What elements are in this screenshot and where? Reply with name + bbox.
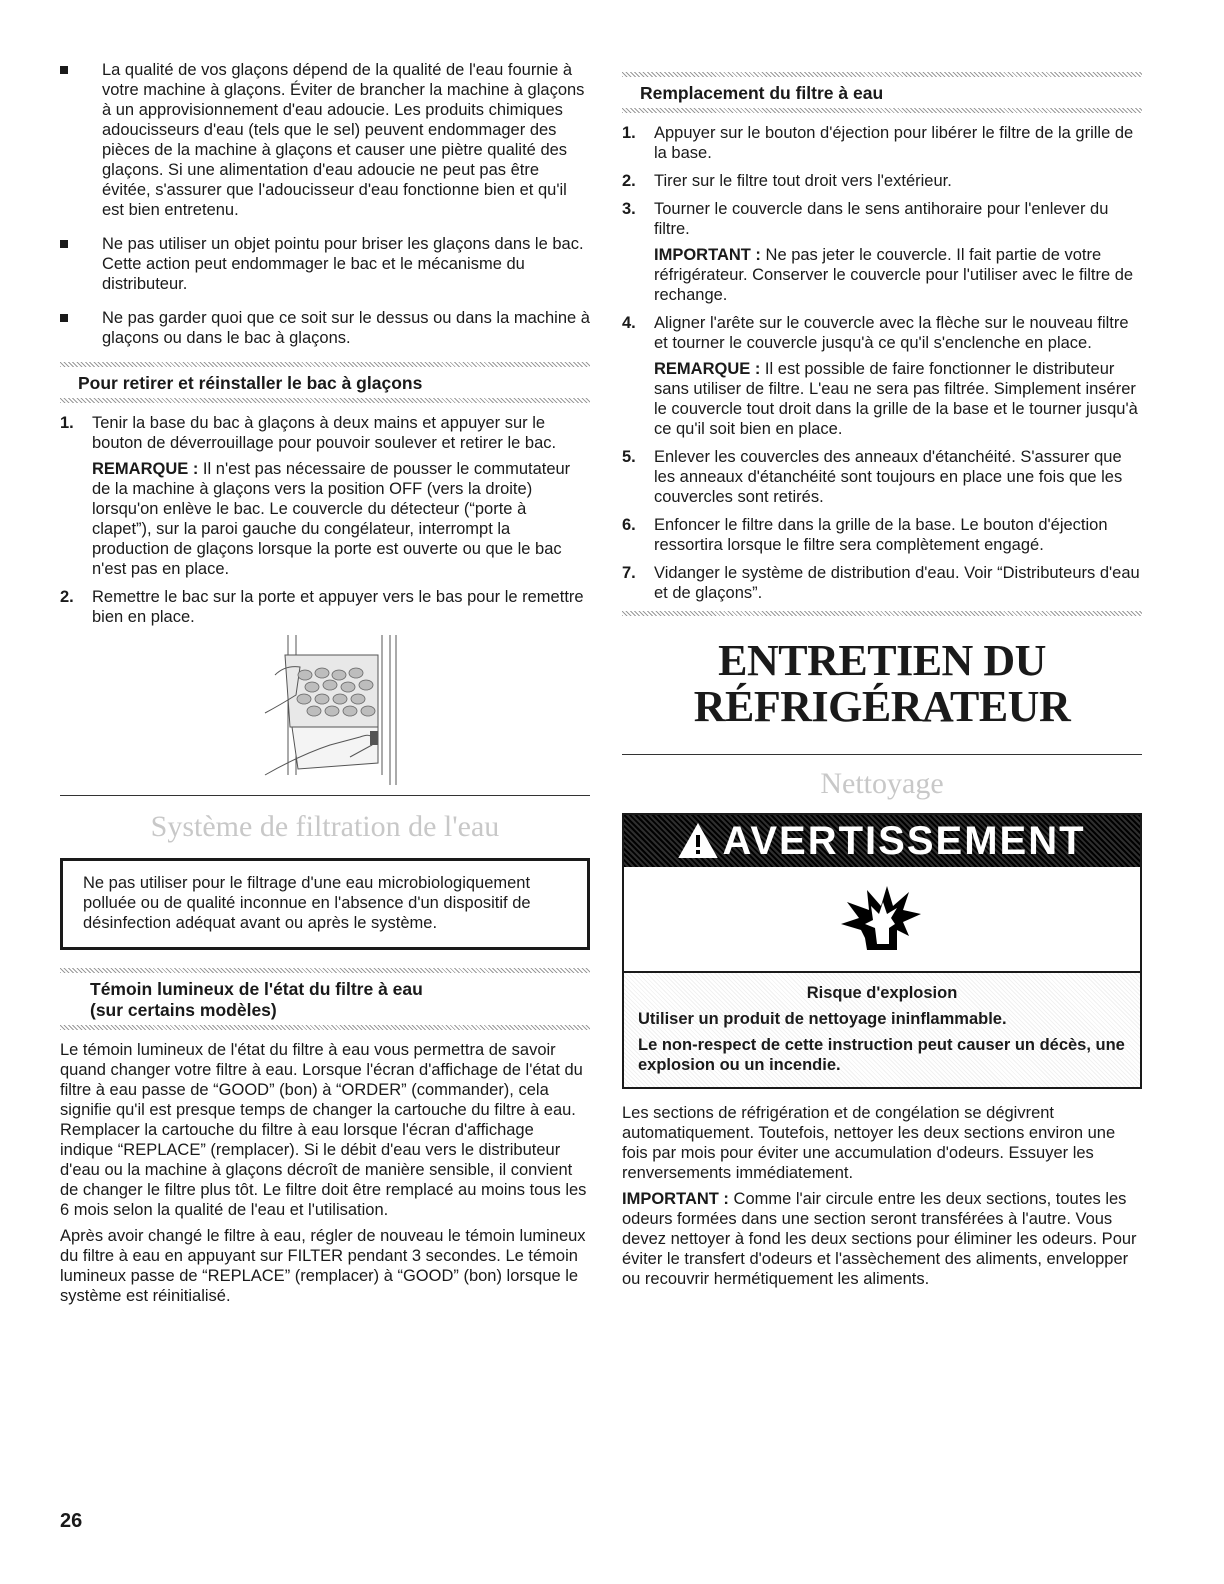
step-number: 4.	[622, 314, 636, 332]
step-note	[654, 245, 1142, 305]
warning-line2: Le non-respect de cette instruction peut causer un décès, une explosion ou un incendie.	[638, 1036, 1125, 1074]
ice-bin-drawing	[60, 635, 590, 785]
maintenance-title	[622, 638, 1142, 730]
note-text: Ne pas jeter le couvercle. Il fait partie de votre réfrigérateur. Conserver le couvercle pour l'utiliser avec le filtre de rechange.	[654, 246, 1134, 304]
bullet-square-icon	[60, 66, 68, 74]
list-item	[60, 308, 590, 348]
bin-heading: Pour retirer et réinstaller le bac à glaçons	[78, 373, 423, 393]
step-item	[622, 515, 1142, 555]
warning-box	[622, 813, 1142, 1089]
step-text: Tourner le couvercle dans le sens antihoraire pour l'enlever du filtre.	[654, 200, 1109, 238]
hatch-divider	[60, 1025, 590, 1030]
indicator-heading-line2: (sur certains modèles)	[90, 1000, 277, 1020]
step-number: 7.	[622, 564, 636, 582]
step-number: 1.	[60, 414, 74, 432]
note-text: Il est possible de faire fonctionner le distributeur sans utiliser de filtre. L'eau ne sera pas filtrée. Simplement insérer le couvercle tout droit dans la grille de la base et le tourner jusqu'à ce qu'il soit bien en place.	[654, 360, 1138, 438]
step-number: 2.	[622, 172, 636, 190]
explosion-icon	[837, 884, 927, 954]
step-text: Remettre le bac sur la porte et appuyer vers le bas pour le remettre bien en place.	[92, 588, 584, 626]
bullet-text: Ne pas garder quoi que ce soit sur le dessus ou dans la machine à glaçons ou dans le bac à glaçons.	[102, 309, 590, 347]
icemaker-tips-list	[60, 60, 590, 348]
warning-header	[624, 815, 1140, 867]
hatch-divider	[60, 398, 590, 403]
bullet-square-icon	[60, 314, 68, 322]
note-label: REMARQUE :	[92, 460, 199, 478]
step-number: 6.	[622, 516, 636, 534]
filter-heading: Remplacement du filtre à eau	[640, 83, 884, 103]
step-item	[622, 313, 1142, 439]
note-label: IMPORTANT :	[654, 246, 761, 264]
indicator-paragraph-2: Après avoir changé le filtre à eau, régler de nouveau le témoin lumineux du filtre à eau en appuyant sur FILTER pendant 3 secondes. Le témoin lumineux passe de “REPLACE” (remplacer) à “GOOD” (bon) lorsque le système est réinitialisé.	[60, 1227, 586, 1305]
right-column	[622, 72, 1142, 1289]
warning-text	[624, 973, 1140, 1087]
step-note	[654, 359, 1142, 439]
step-text: Appuyer sur le bouton d'éjection pour libérer le filtre de la grille de la base.	[654, 124, 1134, 162]
bin-section	[60, 362, 590, 627]
bullet-text: Ne pas utiliser un objet pointu pour briser les glaçons dans le bac. Cette action peut endommager le bac et le mécanisme du distributeur.	[102, 235, 584, 293]
bullet-text: La qualité de vos glaçons dépend de la qualité de l'eau fournie à votre machine à glaçons. Éviter de brancher la machine à glaçons à un approvisionnement d'eau adoucie. Les produits chimiques adoucisseurs d'eau (tels que le sel) peuvent endommager des pièces de la machine à glaçons et causer une piètre qualité des glaçons. Si une alimentation d'eau adoucie ne peut pas être évitée, s'assurer que l'adoucisseur d'eau fonctionne bien et qu'il est bien entretenu.	[102, 61, 585, 219]
cleaning-important-label: IMPORTANT :	[622, 1190, 729, 1208]
step-text: Enlever les couvercles des anneaux d'étanchéité. S'assurer que les anneaux d'étanchéité sont toujours en place une fois que les couvercles sont retirés.	[654, 448, 1123, 506]
left-column	[60, 60, 590, 1306]
step-item	[622, 171, 1142, 191]
filtration-section	[60, 795, 590, 950]
step-item	[60, 413, 590, 579]
step-number: 3.	[622, 200, 636, 218]
hatch-divider	[622, 108, 1142, 113]
step-text: Tirer sur le filtre tout droit vers l'extérieur.	[654, 172, 952, 190]
indicator-heading-line1: Témoin lumineux de l'état du filtre à eau	[90, 979, 423, 999]
step-number: 2.	[60, 588, 74, 606]
section-rule	[622, 754, 1142, 755]
bullet-square-icon	[60, 240, 68, 248]
release-button-icon	[370, 731, 378, 745]
hatch-divider	[622, 611, 1142, 616]
step-item	[622, 199, 1142, 305]
list-item	[60, 234, 590, 294]
big-title-line2: RÉFRIGÉRATEUR	[693, 682, 1071, 731]
note-text: Il n'est pas nécessaire de pousser le commutateur de la machine à glaçons vers la position OFF (vers la droite) lorsqu'on enlève le bac. Le couvercle du détecteur (“porte à clapet”), sur la paroi gauche du congélateur, interrompt la production de glaçons lorsque la porte est ouverte ou que le bac n'est pas en place.	[92, 460, 571, 578]
indicator-heading	[60, 973, 590, 1025]
section-rule	[60, 795, 590, 796]
step-item	[622, 447, 1142, 507]
note-label: REMARQUE :	[654, 360, 761, 378]
warning-risk: Risque d'explosion	[806, 984, 958, 1002]
page-number: 26	[60, 1510, 83, 1532]
filtration-box-text: Ne pas utiliser pour le filtrage d'une eau microbiologiquement polluée ou de qualité inconnue en l'absence d'un dispositif de désinfection adéquat avant ou après le système.	[83, 874, 531, 932]
step-text: Aligner l'arête sur le couvercle avec la flèche sur le nouveau filtre et tourner le couvercle jusqu'à ce qu'il s'enclenche en place.	[654, 314, 1129, 352]
warning-triangle-icon	[678, 823, 718, 859]
filtration-warning-box	[60, 858, 590, 950]
big-title-line1: ENTRETIEN DU	[718, 636, 1046, 685]
indicator-paragraph-1: Le témoin lumineux de l'état du filtre à eau vous permettra de savoir quand changer votre filtre à eau. Lorsque l'écran d'affichage de l'état du filtre à eau passe de “GOOD” (bon) à “ORDER” (commander), cela signifie qu'il est presque temps de changer la cartouche du filtre à eau. Remplacer la cartouche du filtre à eau lorsque l'écran d'affichage indique “REPLACE” (remplacer). Si le débit d'eau vers le distributeur d'eau ou la machine à glaçons décroît de manière sensible, il convient de changer le filtre plus tôt. Le filtre doit être remplacé au moins tous les 6 mois selon la qualité de l'eau et l'utilisation.	[60, 1041, 587, 1219]
explosion-icon-area	[624, 867, 1140, 973]
step-item	[622, 123, 1142, 163]
cleaning-paragraph-2	[622, 1189, 1142, 1289]
step-text: Tenir la base du bac à glaçons à deux mains et appuyer sur le bouton de déverrouillage pour pouvoir soulever et retirer le bac.	[92, 414, 557, 452]
cleaning-important-text: Comme l'air circule entre les deux sections, toutes les odeurs formées dans une section seront transférées à l'autre. Vous devez nettoyer à fond les deux sections pour éliminer les odeurs. Pour éviter le transfert d'odeurs et l'assèchement des aliments, envelopper ou recouvrir hermétiquement les aliments.	[622, 1190, 1137, 1288]
filter-steps	[622, 123, 1142, 603]
step-text: Vidanger le système de distribution d'eau. Voir “Distributeurs d'eau et de glaçons”.	[654, 564, 1140, 602]
warning-label: AVERTISSEMENT	[722, 818, 1086, 863]
step-text: Enfoncer le filtre dans la grille de la base. Le bouton d'éjection ressortira lorsque le filtre sera complètement engagé.	[654, 516, 1108, 554]
filter-section	[622, 72, 1142, 616]
ice-bin-illustration	[60, 635, 590, 785]
step-item	[622, 563, 1142, 603]
indicator-section	[60, 968, 590, 1306]
list-item	[60, 60, 590, 220]
step-item	[60, 587, 590, 627]
warning-line1: Utiliser un produit de nettoyage ininflammable.	[638, 1010, 1007, 1028]
cleaning-title: Nettoyage	[820, 767, 944, 800]
step-number: 5.	[622, 448, 636, 466]
cleaning-paragraph-1: Les sections de réfrigération et de congélation se dégivrent automatiquement. Toutefois, nettoyer les deux sections environ une fois par mois pour éviter une accumulation d'odeurs. Essuyer les renversements immédiatement.	[622, 1104, 1116, 1182]
step-note	[92, 459, 590, 579]
filtration-title: Système de filtration de l'eau	[150, 810, 500, 843]
step-number: 1.	[622, 124, 636, 142]
bin-steps	[60, 413, 590, 627]
